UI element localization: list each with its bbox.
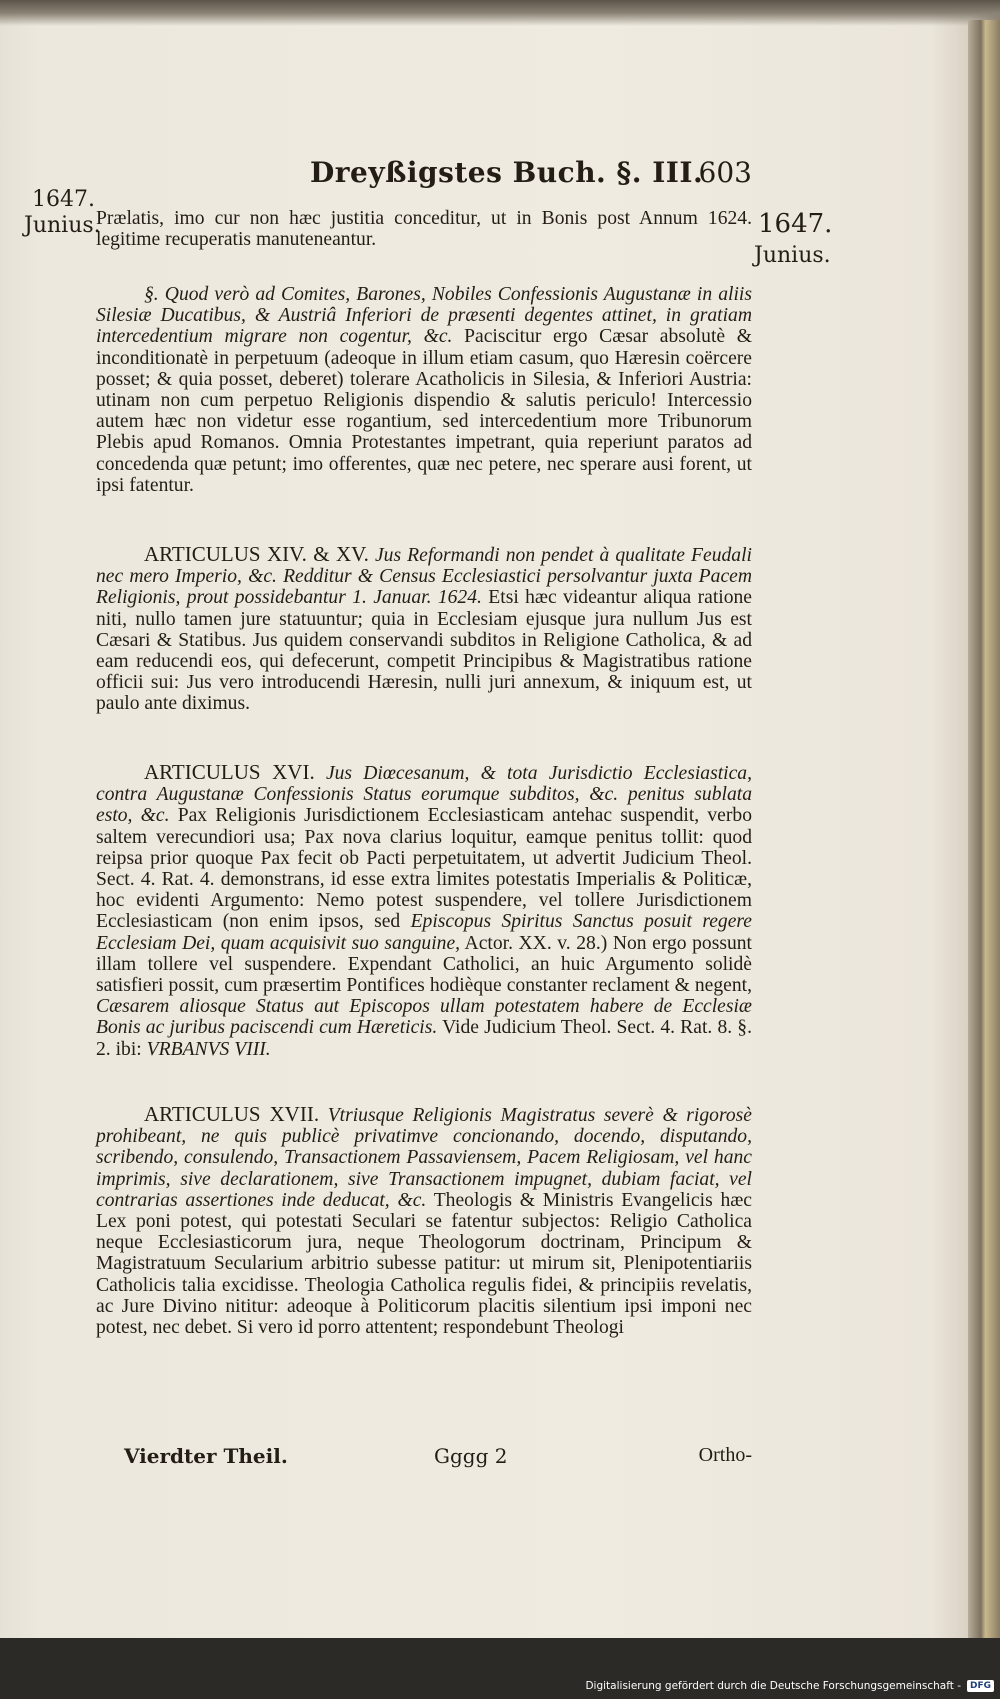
dfg-logo-icon: DFG: [967, 1680, 994, 1692]
paragraph-5-quote: Vtriusque Religionis Magistratus severè & rigorosè prohibeant, ne quis publicè privatimve concionando, docendo, disputando, scribendo, consulendo, Transactionem Passaviensem, Pacem Religiosam, vel hanc imprimis, sive declarationem, sive Transactionem impugnet, dubiam faciat, vel contrarias assertiones inde deducat, &c.: [96, 1105, 752, 1211]
paragraph-3: [96, 544, 752, 715]
running-title: Dreyßigstes Buch. §. III.: [310, 156, 704, 189]
margin-year-right: 1647.: [758, 209, 833, 239]
paragraph-2-text: Paciscitur ergo Cæsar absolutè & inconditionatè in perpetuum (adeoque in illum etiam casum, quo Hæresin coërcere posset; & quia posset, deberet) tolerare Acatholicis in Silesia, & Inferiori Austria: utinam non cum perpetuo Religionis dispendio & salutis periculo! Intercessio autem hæc non videtur esse rogantium, sed intercedentium more Tribunorum Plebis apud Romanos. Omnia Protestantes impetrant, quia reperiunt paratos ad concedenda quæ petunt; imo offerentes, quæ nec petere, nec sperare ausi forent, ut ipsi fatentur.: [96, 326, 753, 496]
paragraph-4-quote-3: Cæsarem aliosque Status aut Episcopos ullam potestatem habere de Ecclesiæ Bonis ac juribus paciscendi cum Hæreticis.: [96, 996, 752, 1039]
paragraph-2: [96, 284, 752, 496]
funding-credit: [585, 1680, 994, 1692]
page-header: [96, 156, 752, 200]
volume-signature: Vierdter Theil.: [124, 1444, 288, 1468]
page-number: 603: [698, 156, 752, 189]
margin-year-left: 1647.: [32, 187, 95, 212]
funding-credit-text: Digitalisierung gefördert durch die Deutsche Forschungsgemeinschaft -: [585, 1680, 961, 1692]
paragraph-4-text-3: Vide Judicium Theol. Sect. 4. Rat. 8. §. 2. ibi:: [96, 1017, 752, 1060]
margin-month-right: Junius.: [754, 243, 831, 268]
paragraph-4-quote-4: VRBANVS VIII.: [146, 1038, 271, 1060]
paragraph-4: [96, 762, 752, 1060]
paragraph-4-text-1: Pax Religionis Jurisdictionem Ecclesiasticam antehac suspendit, verbo saltem verecundiori usa; Pax nova clarius loquitur, eamque penitus tollit: quod reipsa prior quoque Pax fecit ob Pacti perpetuitatem, ut advertit Judicium Theol. Sect. 4. Rat. 4. demonstrans, id esse extra limites potestatis Imperialis & Politicæ, hoc evidenti Argumento: Nemo potest suspendere, vel tollere Jurisdictionem Ecclesiasticam (non enim ipsos, sed: [96, 805, 752, 933]
page-top-shadow: [0, 0, 1000, 26]
article-heading-17: ARTICULUS XVII.: [144, 1102, 320, 1126]
article-heading-14-15: ARTICULUS XIV. & XV.: [144, 542, 369, 566]
paragraph-2-quote: §. Quod verò ad Comites, Barones, Nobiles Confessionis Augustanæ in aliis Silesiæ Ducatibus, & Austriâ Inferiori de præsenti degentes attinet, in gratiam intercedentium migrare non cogentur, &c.: [96, 284, 752, 348]
paragraph-3-text: Etsi hæc videantur aliqua ratione niti, nullo tamen jure statuuntur; quia in Ecclesiam ejusque jura nullum Jus est Cæsari & Statibus. Jus quidem conservandi subditos in Religione Catholica, & ad eam reducendi eos, qui defecerunt, competit Principibus & Magistratibus ratione officii sui: Jus vero introducendi Hæresin, nulli juri annexum, & iniquum est, ut paulo ante diximus.: [96, 587, 753, 715]
article-heading-16: ARTICULUS XVI.: [144, 760, 315, 784]
paragraph-4-quote-2: Episcopus Spiritus Sanctus posuit regere Ecclesiam Dei, quam acquisivit suo sanguine,: [96, 911, 752, 954]
page-footer: [96, 1444, 752, 1474]
paragraph-3-quote: Jus Reformandi non pendet à qualitate Feudali nec mero Imperio, &c. Redditur & Census Ecclesiastici persolvantur juxta Pacem Religionis, prout possidebantur 1. Januar. 1624.: [96, 545, 752, 609]
paragraph-4-quote: Jus Diœcesanum, & tota Jurisdictio Ecclesiastica, contra Augustanæ Confessionis Status eorumque subditos, &c. penitus sublata esto, &c.: [96, 763, 753, 827]
sheet-signature: Gggg 2: [434, 1444, 508, 1468]
paragraph-4-text-2: Actor. XX. v. 28.) Non ergo possunt illam tollere vel suspendere. Expendant Catholici, an huic Argumento solidè satisfieri possit, cum præsertim Pontifices hodièque constanter reclament & negent,: [96, 932, 753, 997]
paragraph-1: [96, 208, 752, 250]
paragraph-1-text: Prælatis, imo cur non hæc justitia conceditur, ut in Bonis post Annum 1624. legitime recuperatis manuteneantur.: [96, 208, 752, 251]
page-edge: [968, 20, 1000, 1638]
catchword: Ortho-: [698, 1444, 752, 1466]
paragraph-5-text: Theologis & Ministris Evangelicis hæc Lex poni potest, qui potestati Seculari se fatentur subjectos: Religio Catholica neque Ecclesiasticorum jura, neque Theologorum doctrinam, Principum & Magistratuum Secularium arbitrio subesse patitur: ut mirum sit, Plenipotentiariis Catholicis talia excidisse. Theologia Catholica regulis fidei, & principiis revelatis, ac Jure Divino nititur: adeoque à Politicorum placitis silentium ipsi imponi nec potest, nec debet. Si vero id porro attentent; respondebunt Theologi: [96, 1189, 753, 1339]
margin-month-left: Junius.: [24, 213, 101, 238]
paragraph-5: [96, 1104, 752, 1338]
